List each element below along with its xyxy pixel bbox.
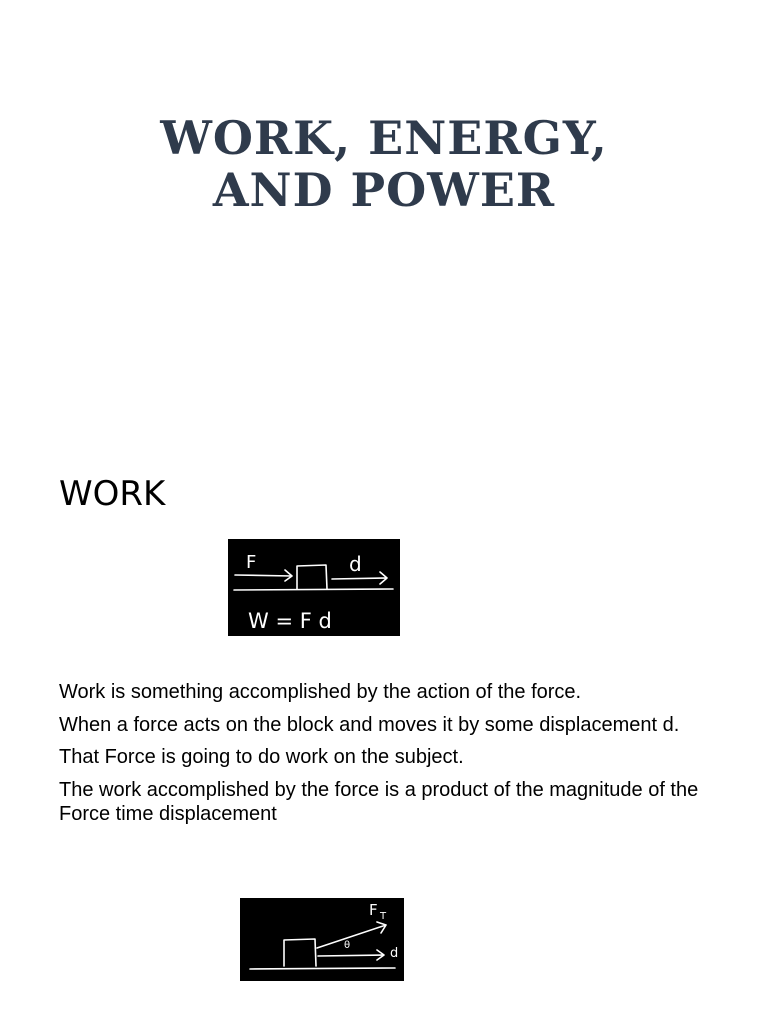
work-diagram-drawing (228, 539, 400, 636)
angled-force-diagram-drawing (240, 898, 404, 981)
work-description (59, 680, 719, 834)
force-arrow (235, 570, 292, 581)
angled-force-arrow (317, 922, 386, 948)
work-formula: W = F d (248, 609, 332, 633)
paragraph-4: The work accomplished by the force is a product of the magnitude of the Force time displacement (59, 778, 699, 825)
paragraph-2: When a force acts on the block and moves it by some displacement d. (59, 713, 680, 736)
ground-line (250, 968, 395, 969)
work-diagram-image (228, 539, 400, 636)
paragraph-1: Work is something accomplished by the action of the force. (59, 681, 582, 703)
angled-force-diagram-image (240, 898, 404, 981)
force-label: F (369, 901, 378, 919)
section-heading: WORK (59, 474, 166, 514)
title-line-2: AND POWER (212, 163, 556, 217)
force-subscript: T (380, 911, 387, 922)
title-line-1: WORK, ENERGY, (160, 111, 608, 165)
block-shape (284, 939, 316, 966)
force-label: F (246, 552, 257, 573)
displacement-arrow (318, 950, 384, 960)
displacement-label: d (349, 552, 362, 576)
angle-label: θ (344, 940, 351, 951)
displacement-label: d (390, 946, 399, 961)
block-shape (297, 565, 327, 589)
paragraph-3: That Force is going to do work on the subject. (59, 746, 464, 768)
page-title (0, 112, 768, 216)
ground-line (234, 589, 393, 590)
